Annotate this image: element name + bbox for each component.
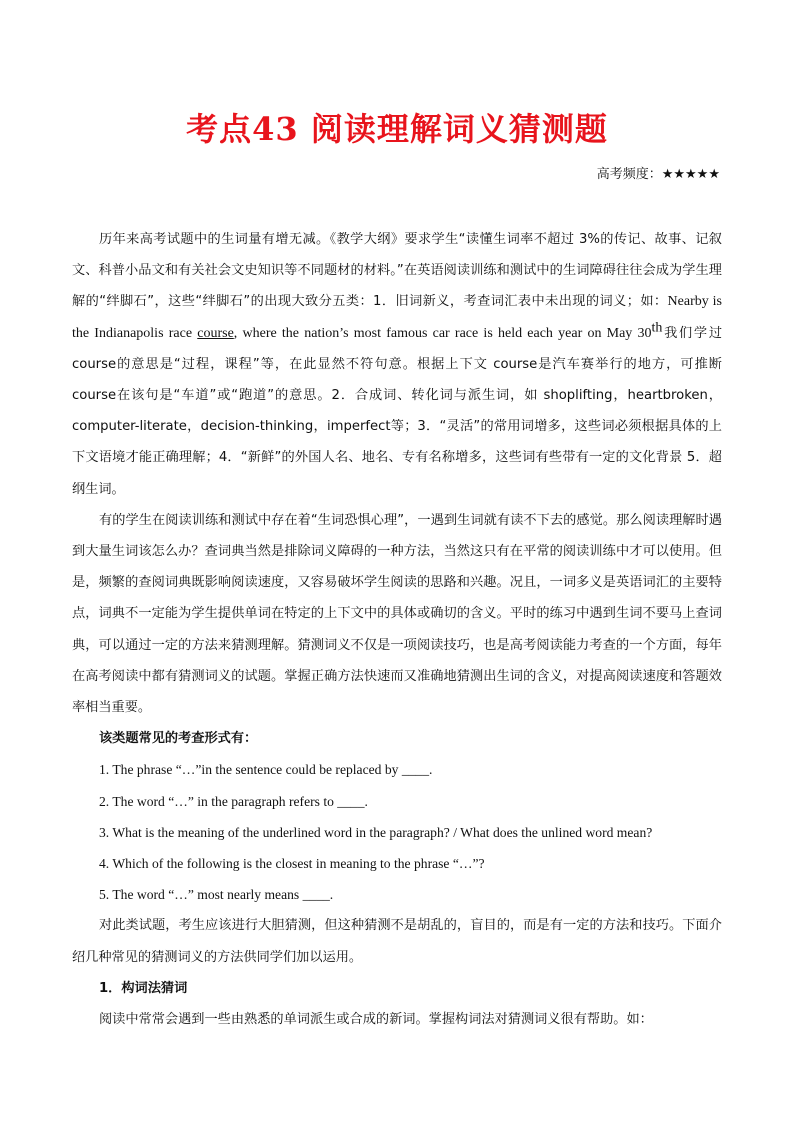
- third-paragraph: 对此类试题，考生应该进行大胆猜测，但这种猜测不是胡乱的，盲目的，而是有一定的方法和技巧。下面介绍几种常见的猜测词义的方法供同学们加以运用。: [72, 918, 722, 965]
- question-form: 4. Which of the following is the closest in meaning to the phrase “…”?: [99, 856, 485, 872]
- question-form: 2. The word “…” in the paragraph refers to ____.: [99, 793, 368, 809]
- example-sentence-b: , where the nation’s most famous car race is held each year on May 30: [233, 325, 652, 341]
- page-title: 考点43 阅读理解词义猜测题: [186, 110, 608, 148]
- intro-text-a: 历年来高考试题中的生词量有增无减。《教学大纲》要求学生“读懂生词率不超过 3%的传记、故事、记叙文、科普小品文和有关社会文史知识等不同题材的材料。”在英语阅读训练和测试中的生词障碍往往会成为学生理解的“绊脚石”，这些“绊脚石”的出现大致分五类：1．旧词新义，考查词汇表中未出现的词义；如：: [72, 232, 722, 310]
- intro-paragraph: [72, 224, 722, 505]
- question-form: 1. The phrase “…”in the sentence could be replaced by ____.: [99, 762, 433, 778]
- section-heading-word-formation: 1．构词法猜词: [99, 980, 188, 996]
- frequency-stars: ★★★★★: [661, 167, 720, 182]
- superscript-th: th: [651, 320, 663, 336]
- exam-frequency: [597, 163, 720, 182]
- intro-text-b: 我们学过 course的意思是“过程，课程”等，在此显然不符句意。根据上下文 course是汽车赛举行的地方，可推断 course在该句是“车道”或“跑道”的意思。2．合成词、转化词与派生词，如 shoplifting，heartbroken，computer-literate，decision-thinking，imperfect等；3．“灵活”的常用词增多，这些词必须根据具体的上下文语境才能正确理解；4．“新鲜”的外国人名、地名、专有名称增多，这些词有些带有一定的文化背景 5．超纲生词。: [72, 325, 723, 497]
- underlined-word: course: [197, 325, 234, 341]
- example-sentence-a: Nearby is the Indianapolis race: [72, 294, 723, 341]
- forms-heading: 该类题常见的考查形式有：: [99, 731, 258, 747]
- document-body: [72, 224, 722, 1035]
- frequency-label: 高考频度：: [596, 167, 662, 182]
- second-paragraph: 有的学生在阅读训练和测试中存在着“生词恐惧心理”，一遇到生词就有读不下去的感觉。那么阅读理解时遇到大量生词该怎么办？查词典当然是排除词义障碍的一种方法，当然这只有在平常的阅读训练中才可以使用。但是，频繁的查阅词典既影响阅读速度，又容易破坏学生阅读的思路和兴趣。况且，一词多义是英语词汇的主要特点，词典不一定能为学生提供单词在特定的上下文中的具体或确切的含义。平时的练习中遇到生词不要马上查词典，可以通过一定的方法来猜测理解。猜测词义不仅是一项阅读技巧，也是高考阅读能力考查的一个方面，每年在高考阅读中都有猜测词义的试题。掌握正确方法快速而又准确地猜测出生词的含义，对提高阅读速度和答题效率相当重要。: [72, 512, 722, 716]
- question-form: 5. The word “…” most nearly means ____.: [99, 887, 334, 903]
- fourth-paragraph: 阅读中常常会遇到一些由熟悉的单词派生或合成的新词。掌握构词法对猜测词义很有帮助。如：: [99, 1012, 653, 1028]
- question-form: 3. What is the meaning of the underlined word in the paragraph? / What does the unlined word mean?: [99, 824, 653, 840]
